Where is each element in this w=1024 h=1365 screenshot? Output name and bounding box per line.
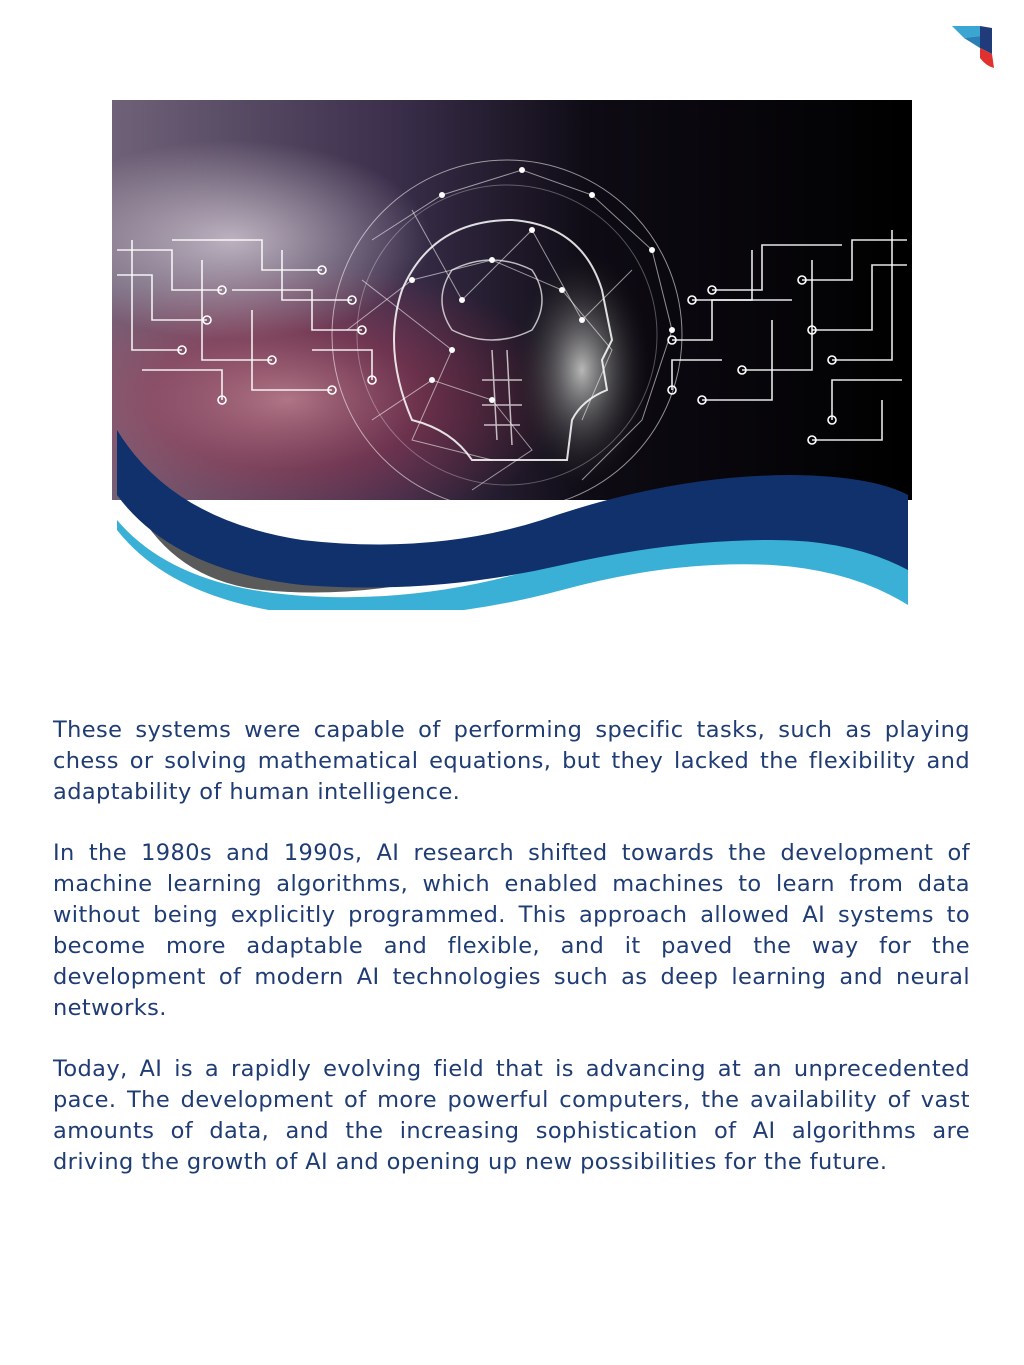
article-body <box>53 715 970 1208</box>
paragraph-3: Today, AI is a rapidly evolving field that is advancing at an unprecedented pace. The development of more powerful computers, the availability of vast amounts of data, and the increasing sophistication of AI algorithms are driving the growth of AI and opening up new possibilities for the future. <box>53 1056 970 1175</box>
hero-illustration <box>112 100 912 610</box>
paragraph-1: These systems were capable of performing specific tasks, such as playing chess or solving mathematical equations, but they lacked the flexibility and adaptability of human intelligence. <box>53 717 970 805</box>
paragraph-2: In the 1980s and 1990s, AI research shifted towards the development of machine learning algorithms, which enabled machines to learn from data without being explicitly programmed. This approach allowed AI systems to become more adaptable and flexible, and it paved the way for the development of modern AI technologies such as deep learning and neural networks. <box>53 840 970 1021</box>
brand-logo-icon <box>950 24 998 72</box>
